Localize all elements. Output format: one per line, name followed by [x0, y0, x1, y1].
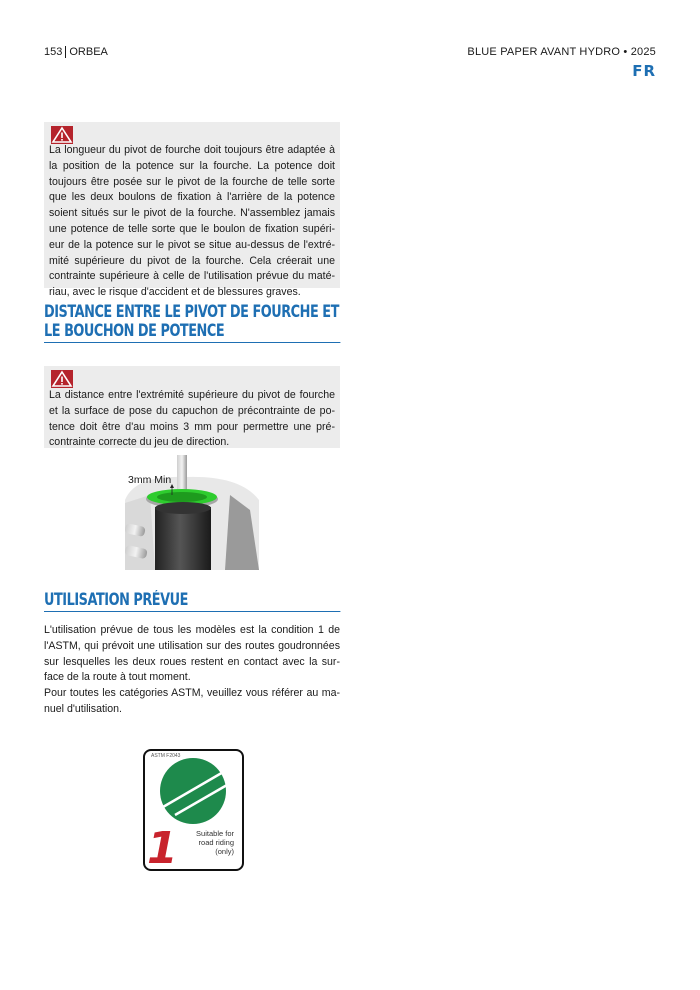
page-header-left [44, 46, 108, 58]
astm-caption [196, 829, 234, 856]
warning-text: La longueur du pivot de fourche doit toujours être adaptée à la position de la potence sur la fourche. La potence doit toujours être posée sur le pivot de la fourche de telle sorte que les deux boulons de fixation à l'arrière de la potence soient situés sur le pivot de la fourche. N'assemblez jamais une potence de telle sorte que le boulon de fixation supérieur de la potence sur le pivot se situe au-dessus de l'extrémité supérieure du pivot de la fourche. Cela créerait une contrainte supérieure à celle de l'utilisation prévue du matériau, avec le risque d'accident et de blessures graves. [49, 144, 335, 299]
astm-code: ASTM F2043 [151, 753, 181, 759]
astm-caption-line: Suitable for [196, 829, 234, 838]
header-divider [65, 46, 66, 58]
paragraph-astm-condition: L'utilisation prévue de tous les modèles est la condition 1 de l'ASTM, qui prévoit une utilisation sur des routes goudronnées sur lesquelles les deux roues restent en contact avec la surface de la route à tout moment. [44, 624, 340, 684]
warning-text: La distance entre l'extrémité supérieure du pivot de fourche et la surface de pose du capuchon de précontrainte de potence doit être d'au moins 3 mm pour permettre une précontrainte correcte du jeu de direction. [49, 389, 335, 449]
stem-cap-illustration [125, 455, 259, 570]
section-title-intended-use: UTILISATION PRÉVUE [44, 590, 340, 612]
paragraph-astm-reference: Pour toutes les catégories ASTM, veuillez vous référer au manuel d'utilisation. [44, 687, 340, 715]
page-number: 153 [44, 46, 63, 58]
astm-caption-line: road riding [198, 838, 234, 847]
svg-text:1: 1 [147, 823, 178, 869]
document-title: BLUE PAPER AVANT HYDRO • 2025 [467, 46, 656, 58]
warning-triangle-icon [51, 370, 73, 388]
warning-box-fork-length [44, 122, 340, 299]
astm-caption-line: (only) [215, 847, 234, 856]
warning-triangle-icon [51, 126, 73, 144]
section-title-fork-distance: DISTANCE ENTRE LE PIVOT DE FOURCHE ET LE BOUCHON DE POTENCE [44, 302, 340, 343]
brand-name: ORBEA [69, 46, 108, 58]
language-code: FR [632, 62, 656, 80]
warning-box-distance [44, 366, 340, 448]
astm-condition-badge [143, 749, 244, 871]
figure-label: 3mm Min [128, 474, 172, 486]
